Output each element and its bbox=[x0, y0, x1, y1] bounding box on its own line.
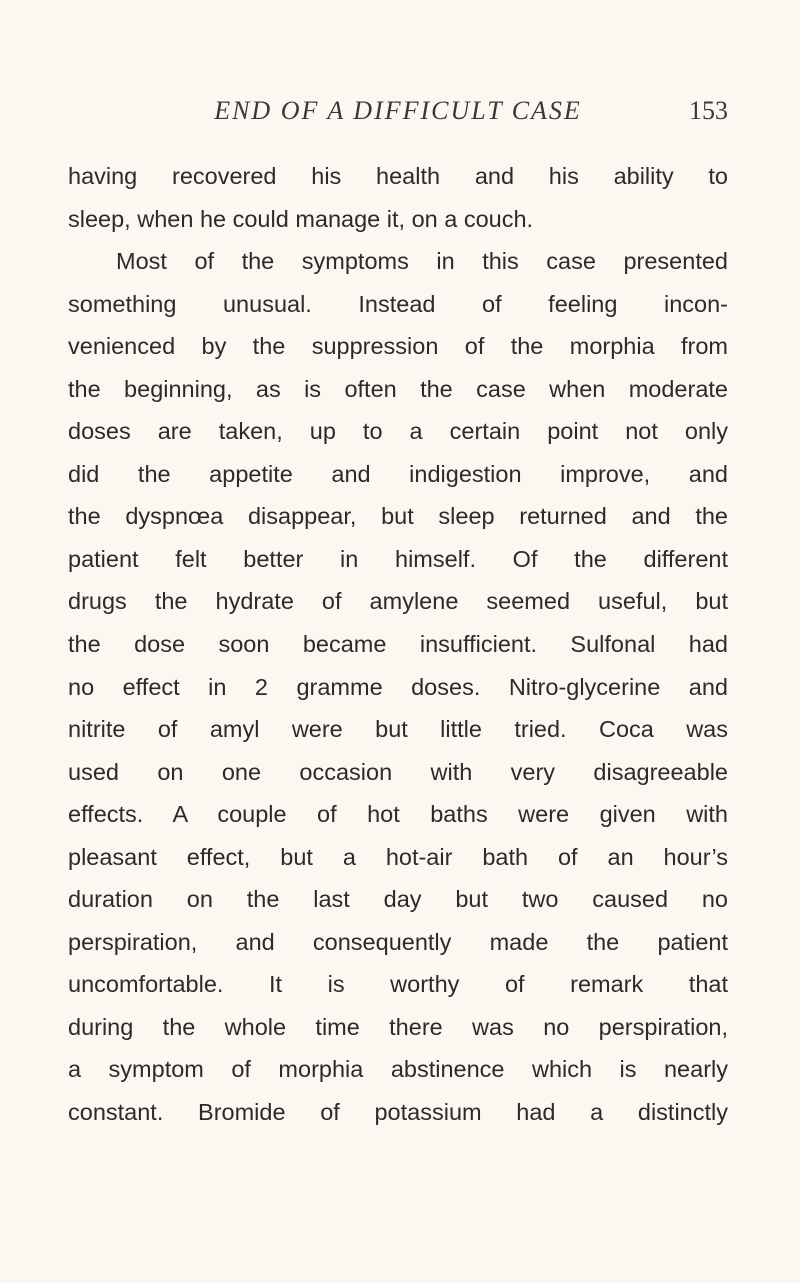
text-line-7: doses are taken, up to a certain point not only bbox=[68, 418, 728, 445]
text-line-16: effects. A couple of hot baths were given with bbox=[68, 801, 728, 828]
body-text bbox=[68, 155, 728, 1134]
text-line-3: Most of the symptoms in this case presented bbox=[116, 248, 728, 275]
text-line-4: something unusual. Instead of feeling incon- bbox=[68, 290, 728, 317]
text-line-22: a symptom of morphia abstinence which is nearly bbox=[68, 1056, 728, 1083]
text-line-8: did the appetite and indigestion improve, and bbox=[68, 460, 728, 487]
text-line-5: venienced by the suppression of the morphia from bbox=[68, 333, 728, 360]
page-number: 153 bbox=[689, 96, 728, 125]
text-line-23: constant. Bromide of potassium had a distinctly bbox=[68, 1099, 728, 1126]
text-line-21: during the whole time there was no perspiration, bbox=[68, 1013, 728, 1040]
text-line-6: the beginning, as is often the case when moderate bbox=[68, 375, 728, 402]
text-line-12: the dose soon became insufficient. Sulfonal had bbox=[68, 631, 728, 658]
text-line-15: used on one occasion with very disagreeable bbox=[68, 758, 728, 785]
text-line-20: uncomfortable. It is worthy of remark that bbox=[68, 971, 728, 998]
text-line-13: no effect in 2 gramme doses. Nitro-glycerine and bbox=[68, 673, 728, 700]
running-title: END OF A DIFFICULT CASE bbox=[214, 96, 582, 125]
text-line-2: sleep, when he could manage it, on a couch. bbox=[68, 205, 534, 232]
text-line-14: nitrite of amyl were but little tried. Coca was bbox=[68, 716, 728, 743]
text-line-9: the dyspnœa disappear, but sleep returned and the bbox=[68, 503, 728, 530]
text-line-10: patient felt better in himself. Of the different bbox=[68, 545, 728, 572]
text-line-1: having recovered his health and his ability to bbox=[68, 163, 728, 189]
running-head bbox=[68, 96, 728, 136]
text-line-11: drugs the hydrate of amylene seemed useful, but bbox=[68, 588, 728, 615]
text-line-19: perspiration, and consequently made the patient bbox=[68, 928, 728, 955]
text-line-18: duration on the last day but two caused no bbox=[68, 886, 728, 913]
text-line-17: pleasant effect, but a hot-air bath of an hour’s bbox=[68, 843, 728, 870]
